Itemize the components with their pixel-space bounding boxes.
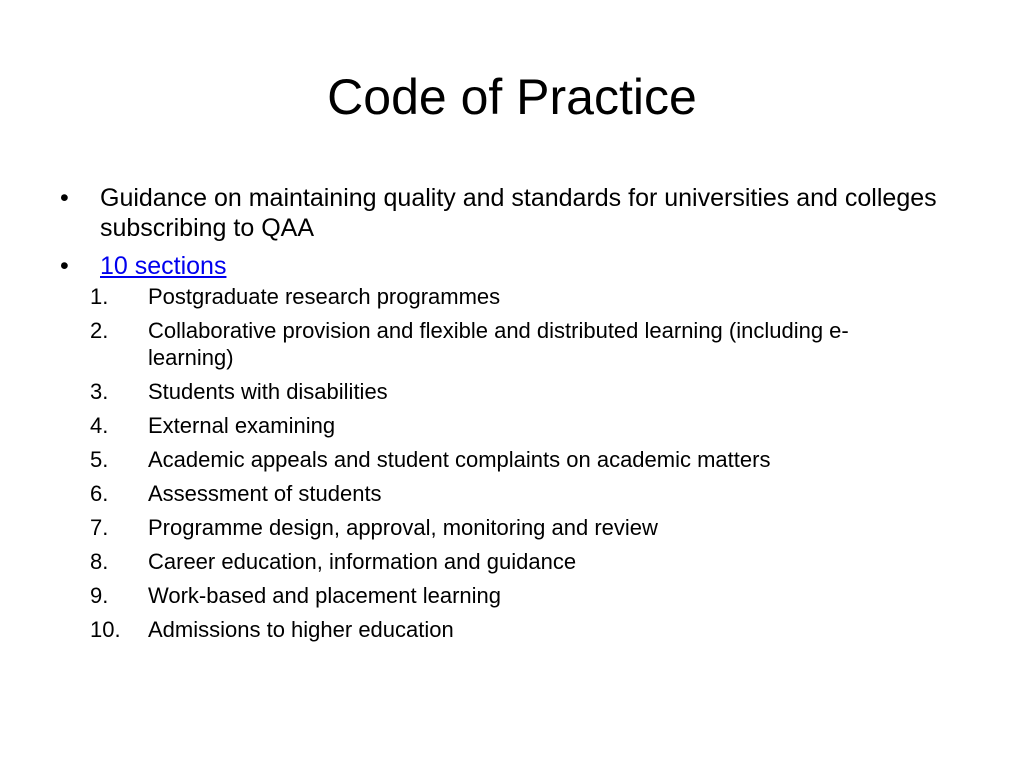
bullet-marker: • <box>60 252 69 280</box>
item-number: 2. <box>90 318 109 343</box>
list-item <box>42 412 910 439</box>
list-item <box>42 283 910 310</box>
item-text: Collaborative provision and flexible and distributed learning (including e-learning) <box>148 318 849 370</box>
bullet-marker: • <box>60 184 69 212</box>
item-number: 9. <box>90 583 109 608</box>
item-number: 4. <box>90 413 109 438</box>
item-text: Academic appeals and student complaints on academic matters <box>148 447 771 472</box>
list-item <box>42 446 910 473</box>
item-number: 6. <box>90 481 109 506</box>
list-item <box>42 514 910 541</box>
item-number: 3. <box>90 379 109 404</box>
list-item <box>42 480 910 507</box>
list-item <box>42 317 910 371</box>
list-item <box>42 616 910 643</box>
list-item <box>42 582 910 609</box>
list-item <box>42 548 910 575</box>
slide-title: Code of Practice <box>327 69 697 125</box>
item-text: External examining <box>148 413 336 438</box>
item-text: Assessment of students <box>148 481 382 506</box>
bullet-item-guidance <box>58 183 968 243</box>
bullet-text: Guidance on maintaining quality and standards for universities and colleges subscribing to QAA <box>100 184 937 242</box>
item-text: Students with disabilities <box>148 379 388 404</box>
bullet-list <box>58 183 968 651</box>
item-number: 7. <box>90 515 109 540</box>
sections-link[interactable]: 10 sections <box>100 252 227 280</box>
list-item <box>42 378 910 405</box>
item-text: Career education, information and guidance <box>148 549 577 574</box>
item-number: 5. <box>90 447 109 472</box>
item-text: Admissions to higher education <box>148 617 454 642</box>
item-text: Programme design, approval, monitoring and review <box>148 515 658 540</box>
sections-list <box>42 283 910 643</box>
item-number: 8. <box>90 549 109 574</box>
item-number: 1. <box>90 284 109 309</box>
item-text: Work-based and placement learning <box>148 583 502 608</box>
item-number: 10. <box>90 617 121 642</box>
item-text: Postgraduate research programmes <box>148 284 501 309</box>
bullet-item-sections <box>58 251 968 643</box>
